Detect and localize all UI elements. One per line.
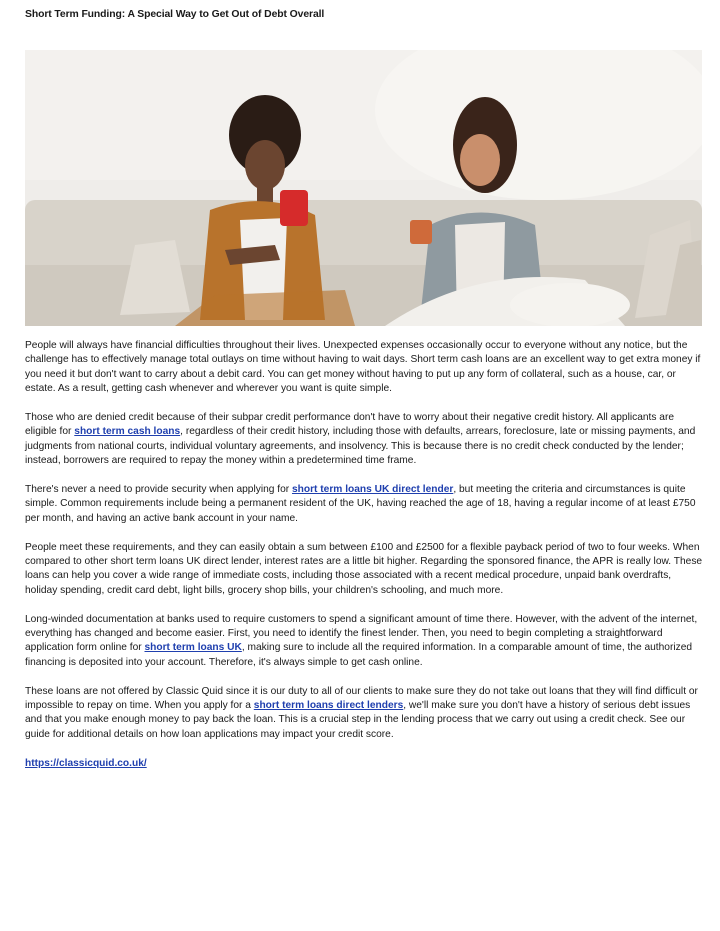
hero-photo [25, 50, 702, 326]
paragraph-2 [25, 411, 705, 469]
page-title: Short Term Funding: A Special Way to Get Out of Debt Overall [25, 9, 325, 20]
paragraph-text: , making sure to include all the required information. In a comparable amount of time, the authorized financing is deposited into your account. Therefore, it's always simple to get cash online. [25, 642, 693, 668]
paragraph-text: There's never a need to provide security when applying for [25, 484, 292, 496]
paragraph-7 [25, 757, 705, 771]
inline-link[interactable]: https://classicquid.co.uk/ [25, 757, 147, 769]
photo-illustration [25, 50, 702, 326]
paragraph-text: These loans are not offered by Classic Quid since it is our duty to all of our clients to make sure they do not take out loans that they will find difficult or impossible to repay on time. When you apply for a [25, 685, 698, 712]
paragraph-5 [25, 613, 705, 671]
paragraph-6 [25, 685, 705, 743]
inline-link[interactable]: short term loans direct lenders [253, 700, 404, 712]
paragraph-text: Long-winded documentation at banks used to require customers to spend a significant amount of time there. However, with the advent of the internet, everything has changed and become easier. First, you need to identify the finest lender. Then, you need to begin completing a straightforward application form online for [25, 613, 698, 654]
paragraph-text: Those who are denied credit because of their subpar credit performance don't have to worry about their negative credit history. All applicants are eligible for [25, 412, 675, 438]
paragraph-text: , we'll make sure you don't have a history of serious debt issues and that you make enough money to pay back the loan. This is a crucial step in the lending process that we carry out using a credit check. See our guide for additional details on how loan applications may impact your credit score. [25, 700, 691, 740]
paragraph-text: , regardless of their credit history, including those with defaults, arrears, foreclosure, late or missing payments, and judgments from national courts, individual voluntary agreements, and insolvency. This is because there is no credit check conducted by the lender; instead, borrowers are required to repay the money within a predetermined time frame. [25, 426, 696, 467]
inline-link[interactable]: short term loans UK direct lender [291, 484, 454, 496]
inline-link[interactable]: short term cash loans [74, 426, 181, 438]
paragraph-text: , but meeting the criteria and circumstances is quite simple. Common requirements include being a permanent resident of the UK, having reached the age of 18, having a regular income of at least £750 per month, and having an active bank account in your name. [25, 484, 696, 524]
paragraph-text: People will always have financial difficulties throughout their lives. Unexpected expenses occasionally occur to everyone without any notice, but the challenge has to effectively manage total outlays on time without having to wait days. Short term cash loans are an excellent way to get extra money if you need it but don't want to carry about a debit card. You can get money without having to put up any form of collateral, such as a house, car, or estate. As a result, getting cash whenever and wherever you want is quite simple. [25, 340, 701, 395]
paragraph-4 [25, 541, 705, 599]
article-body [25, 339, 705, 785]
paragraph-text: People meet these requirements, and they can easily obtain a sum between £100 and £2500 for a flexible payback period of two to four weeks. When compared to other short term loans UK direct lender, interest rates are a little bit higher. Regarding the sponsored finance, the APR is really low. These loans can help you cover a wide range of immediate costs, including those associated with a recent medical procedure, unpaid bank overdrafts, holiday spending, credit card debt, light bills, grocery shop bills, your children's schooling, and much more. [25, 541, 703, 596]
paragraph-3 [25, 483, 705, 526]
paragraph-1 [25, 339, 705, 397]
inline-link[interactable]: short term loans UK [144, 642, 242, 654]
